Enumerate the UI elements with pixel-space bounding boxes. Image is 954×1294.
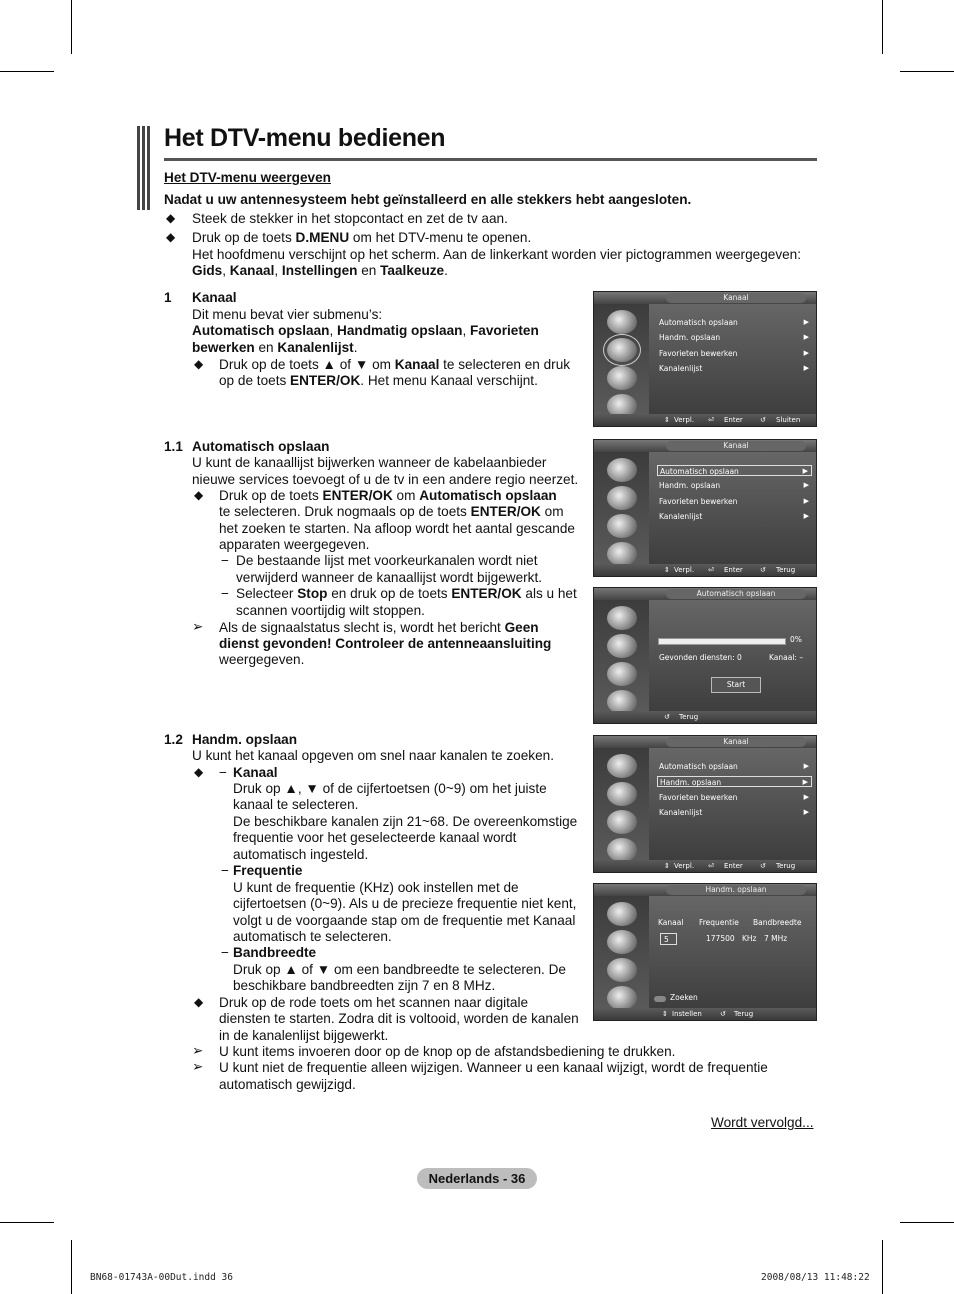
osd-footer-install: Instellen	[672, 1010, 702, 1018]
return-icon: ↺	[720, 1010, 726, 1018]
crop-mark	[0, 1222, 54, 1223]
s1-title: Kanaal	[192, 290, 237, 305]
col-kanaal: Kanaal	[658, 918, 684, 927]
arrow-right-icon: ▶	[803, 333, 809, 341]
section-heading: Het DTV-menu weergeven	[164, 170, 331, 185]
osd-header	[594, 736, 816, 748]
intro-bullet-1: Steek de stekker in het stopcontact en zet de tv aan.	[192, 211, 508, 226]
language-icon	[607, 542, 637, 566]
continued-link: Wordt vervolgd...	[711, 1115, 814, 1130]
s11-dash2-line1: Selecteer Stop en druk op de toets ENTER/OK als u het	[236, 586, 577, 601]
osd-menu-item[interactable]: Favorieten bewerken ▶	[659, 349, 809, 358]
language-icon	[607, 986, 637, 1010]
crop-mark	[882, 0, 883, 54]
settings-icon	[607, 662, 637, 686]
s12-red-line2: diensten te starten. Zodra dit is voltooid, worden de kanalen	[219, 1011, 579, 1026]
osd-footer-back: Terug	[776, 566, 796, 574]
s12-red-line1: Druk op de rode toets om het scannen naar digitale	[219, 995, 529, 1010]
intro-bullet-2: Druk op de toets D.MENU om het DTV-menu te openen.	[192, 230, 532, 245]
dash-icon: −	[221, 945, 229, 960]
bullet-icon: ◆	[194, 765, 204, 779]
osd-footer-enter: Enter	[724, 416, 743, 424]
s12-red-line3: in de kanalenlijst bijgewerkt.	[219, 1028, 389, 1043]
imprint-datetime: 2008/08/13 11:48:22	[761, 1272, 870, 1283]
progress-percent: 0%	[790, 635, 802, 644]
osd-header-title: Kanaal	[666, 293, 806, 303]
s12-note2-line1: U kunt niet de frequentie alleen wijzigen. Wanneer u een kanaal wijzigt, wordt de frequentie	[219, 1060, 768, 1075]
arrow-right-icon: ▶	[803, 364, 809, 372]
page-title: Het DTV-menu bedienen	[164, 124, 446, 152]
s11-bullet-line1: Druk op de toets ENTER/OK om Automatisch opslaan	[219, 488, 557, 503]
channel-icon	[607, 930, 637, 954]
osd-screen-kanaal-auto	[593, 439, 817, 577]
bullet-icon: ◆	[194, 995, 204, 1009]
settings-icon	[607, 366, 637, 390]
osd-menu-item[interactable]: Favorieten bewerken ▶	[659, 497, 809, 506]
osd-header-title: Handm. opslaan	[666, 885, 806, 895]
s11-bullet-line4: apparaten weergegeven.	[219, 537, 370, 552]
osd-footer-enter: Enter	[724, 862, 743, 870]
intro-bold: Nadat u uw antennesysteem hebt geïnstalleerd en alle stekkers hebt aangesloten.	[164, 192, 692, 207]
s1-number: 1	[164, 290, 172, 305]
s1-bullet-line1: Druk op de toets ▲ of ▼ om Kanaal te selecteren en druk	[219, 357, 571, 372]
bullet-icon: ◆	[166, 230, 176, 244]
s12-freq-line3: volgt u de voorgaande stap om de frequentie met Kanaal	[233, 913, 576, 928]
return-icon: ↺	[760, 566, 766, 574]
s12-title: Handm. opslaan	[192, 732, 297, 747]
frequency-value[interactable]: 177500	[706, 934, 735, 943]
intro-bullet-2-line2: Het hoofdmenu verschijnt op het scherm. Aan de linkerkant worden vier pictogrammen weergegeven:	[192, 247, 802, 262]
channel-icon	[607, 782, 637, 806]
osd-header-title: Kanaal	[666, 737, 806, 747]
s12-bw-line1: Druk op ▲ of ▼ om een bandbreedte te selecteren. De	[233, 962, 566, 977]
osd-screen-kanaal	[593, 291, 817, 427]
s1-line2: Automatisch opslaan, Handmatig opslaan, Favorieten	[192, 323, 539, 338]
frequency-unit: KHz	[742, 934, 757, 943]
move-icon: ⇕	[664, 862, 670, 870]
guide-icon	[607, 754, 637, 778]
osd-sidebar	[594, 600, 649, 711]
osd-footer	[594, 414, 816, 426]
s12-note1: U kunt items invoeren door op de knop op de afstandsbediening te drukken.	[219, 1044, 676, 1059]
col-frequentie: Frequentie	[699, 918, 739, 927]
s1-line1: Dit menu bevat vier submenu’s:	[192, 307, 383, 322]
osd-footer-move: Verpl.	[674, 862, 695, 870]
osd-header-title: Automatisch opslaan	[666, 589, 806, 599]
guide-icon	[607, 902, 637, 926]
enter-icon: ⏎	[708, 416, 714, 424]
osd-footer-enter: Enter	[724, 566, 743, 574]
page-number-badge: Nederlands - 36	[417, 1168, 537, 1189]
s11-bullet-line2: te selecteren. Druk nogmaals op de toets ENTER/OK om	[219, 504, 564, 519]
arrow-right-icon: ▶	[803, 481, 809, 489]
dash-icon: −	[219, 765, 227, 780]
osd-menu-item[interactable]: Handm. opslaan ▶	[659, 333, 809, 342]
note-icon: ➢	[192, 1059, 204, 1074]
dash-icon: −	[221, 586, 229, 601]
settings-icon	[607, 810, 637, 834]
s12-freq-line2: cijfertoetsen (0~9). Als u de precieze frequentie niet kent,	[233, 896, 577, 911]
s12-kanaal-line4: frequentie voor het geselecteerde kanaal wordt	[233, 830, 517, 845]
osd-sidebar	[594, 748, 649, 860]
osd-footer-back: Terug	[776, 862, 796, 870]
s11-line2: nieuwe services toevoegt of u de tv in een andere regio neerzet.	[192, 472, 579, 487]
osd-footer-back: Terug	[734, 1010, 754, 1018]
enter-icon: ⏎	[708, 566, 714, 574]
s11-note-line3: weergegeven.	[219, 652, 305, 667]
bullet-icon: ◆	[194, 357, 204, 371]
guide-icon	[607, 606, 637, 630]
arrow-right-icon: ▶	[803, 318, 809, 326]
osd-menu-item[interactable]: Kanalenlijst ▶	[659, 364, 809, 373]
note-icon: ➢	[192, 1043, 204, 1058]
s11-line1: U kunt de kanaallijst bijwerken wanneer de kabelaanbieder	[192, 455, 547, 470]
s11-dash1-line2: verwijderd wanneer de kanaallijst wordt bijgewerkt.	[236, 570, 543, 585]
osd-menu-item[interactable]: Kanalenlijst ▶	[659, 512, 809, 521]
channel-input[interactable]: 5	[660, 933, 677, 945]
osd-screen-kanaal-manual	[593, 735, 817, 873]
return-icon: ↺	[664, 713, 670, 721]
osd-footer-move: Verpl.	[674, 566, 695, 574]
osd-header	[594, 292, 816, 304]
s12-number: 1.2	[164, 732, 183, 747]
osd-content	[649, 896, 816, 1008]
progress-bar	[658, 638, 786, 645]
arrow-right-icon: ▶	[803, 793, 809, 801]
return-icon: ↺	[760, 416, 766, 424]
s11-note-line1: Als de signaalstatus slecht is, wordt het bericht Geen	[219, 620, 539, 635]
s1-line3: bewerken en Kanalenlijst.	[192, 340, 358, 355]
intro-icons-list: Gids, Kanaal, Instellingen en Taalkeuze.	[192, 263, 448, 278]
osd-footer	[594, 860, 816, 872]
dash-icon: −	[221, 553, 229, 568]
arrow-right-icon: ▶	[802, 467, 808, 475]
s11-dash2-line2: scannen voortijdig wilt stoppen.	[236, 603, 425, 618]
arrow-right-icon: ▶	[802, 778, 808, 786]
s12-note2-line2: automatisch gewijzigd.	[219, 1077, 356, 1092]
crop-mark	[71, 0, 72, 54]
red-button-icon	[654, 996, 666, 1002]
osd-footer	[594, 1008, 816, 1020]
s1-bullet-line2: op de toets ENTER/OK. Het menu Kanaal verschijnt.	[219, 373, 538, 388]
note-icon: ➢	[192, 619, 204, 634]
osd-header-title: Kanaal	[666, 441, 806, 451]
settings-icon	[607, 514, 637, 538]
bandwidth-value[interactable]: 7 MHz	[764, 934, 788, 943]
arrow-right-icon: ▶	[803, 497, 809, 505]
crop-mark	[882, 1240, 883, 1294]
channel-icon	[607, 338, 637, 362]
arrow-right-icon: ▶	[803, 808, 809, 816]
osd-footer-move: Verpl.	[674, 416, 695, 424]
osd-footer-close: Sluiten	[776, 416, 801, 424]
crop-mark	[900, 71, 954, 72]
osd-menu-item[interactable]: Automatisch opslaan ▶	[657, 465, 812, 476]
osd-footer	[594, 564, 816, 576]
s12-kanaal-line1: Druk op ▲, ▼ of de cijfertoetsen (0~9) om het juiste	[233, 781, 547, 796]
move-icon: ⇕	[662, 1010, 668, 1018]
language-icon	[607, 838, 637, 862]
settings-icon	[607, 958, 637, 982]
current-channel: Kanaal: –	[769, 653, 804, 662]
s12-kanaal-title: Kanaal	[233, 765, 278, 780]
title-decoration	[137, 126, 150, 210]
s12-kanaal-line5: automatisch ingesteld.	[233, 847, 369, 862]
crop-mark	[900, 1222, 954, 1223]
move-icon: ⇕	[664, 416, 670, 424]
s12-freq-title: Frequentie	[233, 863, 303, 878]
osd-menu-item[interactable]: Automatisch opslaan ▶	[659, 762, 809, 771]
move-icon: ⇕	[664, 566, 670, 574]
osd-footer	[594, 711, 816, 723]
osd-header	[594, 588, 816, 600]
s12-freq-line1: U kunt de frequentie (KHz) ook instellen met de	[233, 880, 519, 895]
guide-icon	[607, 310, 637, 334]
osd-menu-item[interactable]: Automatisch opslaan ▶	[659, 318, 809, 327]
osd-footer-back: Terug	[679, 713, 699, 721]
crop-mark	[0, 71, 54, 72]
bullet-icon: ◆	[194, 488, 204, 502]
s12-bw-line2: beschikbare bandbreedten zijn 7 en 8 MHz.	[233, 978, 496, 993]
s11-note-line2: dienst gevonden! Controleer de antenneaansluiting	[219, 636, 552, 651]
dash-icon: −	[221, 863, 229, 878]
osd-sidebar	[594, 896, 649, 1008]
osd-header	[594, 884, 816, 896]
s12-kanaal-line3: De beschikbare kanalen zijn 21~68. De overeenkomstige	[233, 814, 578, 829]
found-services: Gevonden diensten: 0	[659, 653, 742, 662]
arrow-right-icon: ▶	[803, 349, 809, 357]
osd-menu-item[interactable]: Kanalenlijst ▶	[659, 808, 809, 817]
enter-icon: ⏎	[708, 862, 714, 870]
s12-kanaal-line2: kanaal te selecteren.	[233, 797, 359, 812]
osd-header	[594, 440, 816, 452]
start-button[interactable]: Start	[711, 677, 761, 693]
title-rule	[164, 158, 817, 161]
channel-icon	[607, 486, 637, 510]
col-bandbreedte: Bandbreedte	[753, 918, 802, 927]
s11-number: 1.1	[164, 439, 183, 454]
channel-icon	[607, 634, 637, 658]
osd-menu-item[interactable]: Handm. opslaan ▶	[657, 776, 812, 787]
osd-menu-item[interactable]: Favorieten bewerken ▶	[659, 793, 809, 802]
osd-menu-item[interactable]: Handm. opslaan ▶	[659, 481, 809, 490]
return-icon: ↺	[760, 862, 766, 870]
s12-line1: U kunt het kanaal opgeven om snel naar kanalen te zoeken.	[192, 748, 554, 763]
osd-screen-auto-store	[593, 587, 817, 724]
osd-sidebar	[594, 452, 649, 564]
s12-freq-line4: automatisch te selecteren.	[233, 929, 392, 944]
crop-mark	[71, 1240, 72, 1294]
s11-bullet-line3: het zoeken te starten. Na afloop wordt het aantal gescande	[219, 521, 575, 536]
s11-title: Automatisch opslaan	[192, 439, 330, 454]
arrow-right-icon: ▶	[803, 762, 809, 770]
s11-dash1-line1: De bestaande lijst met voorkeurkanalen wordt niet	[236, 553, 538, 568]
guide-icon	[607, 458, 637, 482]
imprint-file: BN68-01743A-00Dut.indd 36	[90, 1272, 233, 1283]
osd-sidebar	[594, 304, 649, 414]
s12-bw-title: Bandbreedte	[233, 945, 317, 960]
arrow-right-icon: ▶	[803, 512, 809, 520]
search-label: Zoeken	[670, 993, 698, 1002]
bullet-icon: ◆	[166, 211, 176, 225]
osd-screen-manual-store	[593, 883, 817, 1021]
